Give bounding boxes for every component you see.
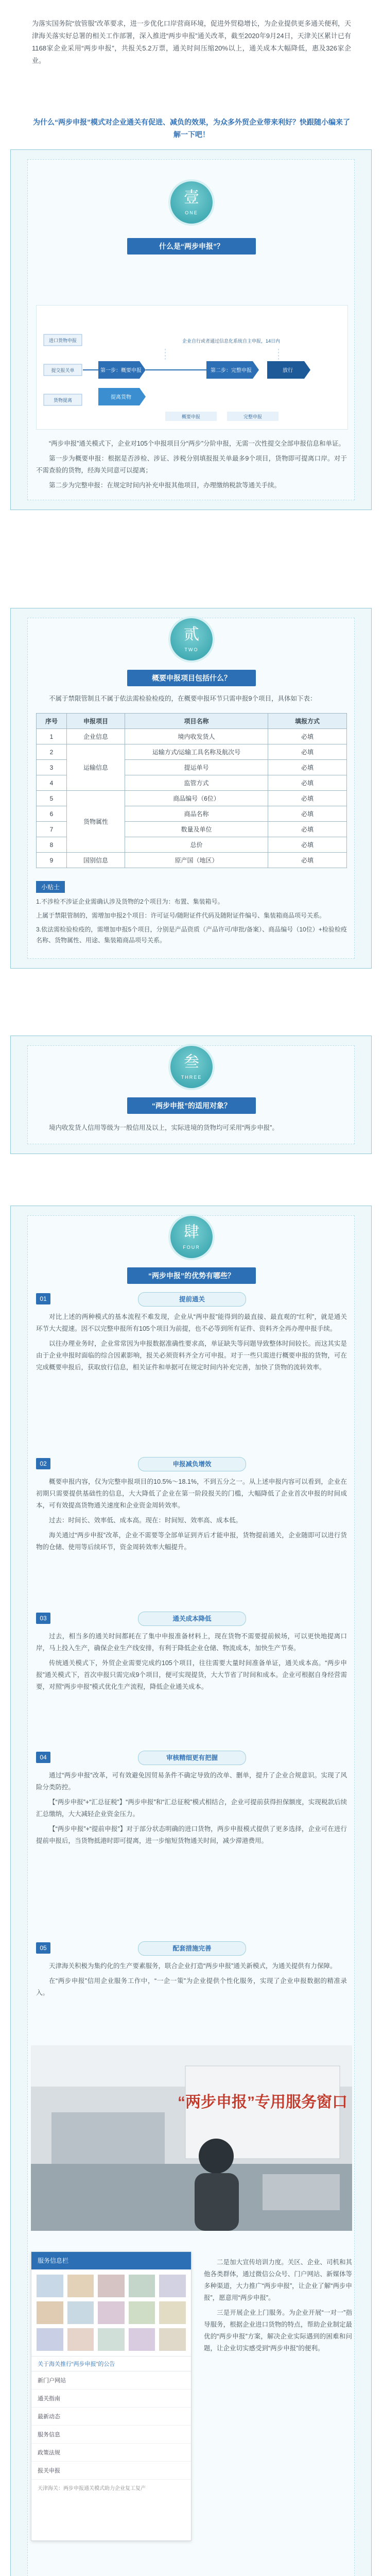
table-row: 6 商品名称 必填 <box>37 806 347 822</box>
section-one-para: 第一步为概要申报：根据是否涉检、涉证、涉税分别填报报关单最多9个项目，货物即可提离口岸。对于不需查验的货物，经海关同意可以提离； <box>36 455 347 474</box>
section-one-title: 什么是“两步申报”？ <box>127 238 256 255</box>
flow-bottom-a: 概要申报 <box>181 414 201 419</box>
section-three-badge: 叁 THREE <box>170 1046 213 1088</box>
table-row: 8 总价 必填 <box>37 837 347 853</box>
window-sign: “两步申报”专用服务窗口 <box>178 2094 347 2111</box>
table-header: 序号 <box>37 714 67 729</box>
flow-step2: 第二步：完整申报 <box>211 368 252 374</box>
sub-text: 通过“两步申报”改革，可有效避免因贸易条件不确定导致的改单、删单，提升了企业合规意识。实现了风险分类防控。 【“两步申报”+“汇总征税”】“两步申报”和“汇总征税”模式相结合，企业可提前获得担保额度，实现税款后续汇总缴纳，大大减轻企业资金压力。 【“两步申报”+“提前申报”】对于部分状态明确的进口货物，两步申报模式提供了更多选择，企业可在进行提前申报后，当货物抵港时即可提离，进一步缩短货物通关时间，减少滞港费用。 <box>36 1772 347 1844</box>
flow-step1b: 提离货物 <box>111 395 131 400</box>
sub-number: 05 <box>36 1942 50 1954</box>
table-row: 9 国别信息 原产国（地区） 必填 <box>37 853 347 868</box>
two-step-flow-diagram <box>36 305 348 430</box>
tip-item: 1.不涉检不涉证企业需确认涉及货物的2个项目为：布置、集装箱号。 <box>36 898 224 905</box>
section-three-para: 境内收发货人信用等级为一般信用及以上，实际进境的货物均可采用“两步申报”。 <box>49 1124 278 1131</box>
sub-heading: 审核精细更有把握 <box>138 1751 246 1765</box>
section-two-para: 不属于禁限管制且不属于依法需检验检疫的，在概要申报环节只需申报9个项目，具体如下表： <box>49 695 317 702</box>
section-four-title: “两步申报”的优势有哪些？ <box>127 1267 256 1284</box>
phone-article-title[interactable]: 关于海关推行“两步申报”的公告 <box>31 2356 191 2371</box>
declaration-items-table <box>36 713 347 868</box>
phone-notice: 天津海关：两步申报通关模式助力企业复工复产 <box>38 2486 146 2492</box>
table-row: 5 货物属性 商品编号（6位） 必填 <box>37 791 347 806</box>
flow-step1: 第一步：概要申报 <box>100 368 142 374</box>
table-row: 1 企业信息 境内收发货人 必填 <box>37 729 347 744</box>
flow-left-mid: 提交报关单 <box>51 368 75 373</box>
section-one-text <box>36 438 347 495</box>
table-header: 申报项目 <box>67 714 125 729</box>
table-row: 2 运输信息 运输方式/运输工具名称及航次号 必填 <box>37 744 347 760</box>
section-two-badge: 贰 TWO <box>170 618 213 660</box>
phone-menu-item[interactable]: 最新动态 <box>31 2408 191 2426</box>
section-one-para: “两步申报”通关模式下，企业对105个申报项目分“两步”分阶申报，无需一次性提交全部申报信息和单证。 <box>49 440 345 447</box>
phone-menu-item[interactable]: 新门户网站 <box>31 2371 191 2389</box>
phone-icon-grid <box>31 2269 191 2356</box>
sub-heading: 通关成本降低 <box>138 1612 246 1626</box>
phone-header: 服务信息栏 <box>31 2252 191 2269</box>
sub-number: 03 <box>36 1613 50 1624</box>
flow-note: 企业自行或者通过信息化系统自主申报，14日内 <box>182 338 281 344</box>
tip-item: 3.依法需检验检疫的，需增加申报5个项目，分别是产品资质（产品许可/审批/备案）、商品编号（10位）+检验检疫名称、货物属性、用途、集装箱商品项号关系。 <box>36 926 347 944</box>
phone-screenshot <box>31 2251 192 2541</box>
sub-text: 过去，相当多的通关时间都耗在了集中申报准备材料上，现在货物不需要提前候场，可以更快地提离口岸，马上投入生产，确保企业生产线安排，有利于降低企业仓储、物流成本，加快生产节奏。 传统通关模式下，外贸企业需要完成约105个项目，往往需要大量时间准备单证，通关成本高。“两步申报”通关模式下，首次申报只需完成9个项目，便可实现提货，大大节省了时间和成本。企业可根据自身经营需要，对照“两步申报”模式优化生产流程，降低企业通关成本。 <box>36 1633 347 1690</box>
table-row: 7 数量及单位 必填 <box>37 822 347 837</box>
section-two-tips <box>36 896 347 949</box>
tip-item: 上属于禁限管制的，需增加申报2个项目：许可证号/随附证件代码及随附证件编号、集装箱商品项号关系。 <box>36 912 326 919</box>
phone-menu-item[interactable]: 服务信息 <box>31 2426 191 2444</box>
section-four-badge: 肆 FOUR <box>170 1216 213 1258</box>
sub-heading: 配套措施完善 <box>138 1941 246 1956</box>
flow-bottom-b: 完整申报 <box>243 414 263 419</box>
section-two-text <box>36 693 347 708</box>
phone-menu-item[interactable]: 报关申报 <box>31 2462 191 2480</box>
section-one-badge: 壹 ONE <box>170 181 213 224</box>
sub-text: 对比上述的两种模式的基本流程不难发现，企业从“两申报”能得到的最直接、最直观的“红利”，就是通关环节大大提速。因不以完整申报所有105个项目为前提，也不必等到所有证件、资料齐全再办理申报手续。 以往办理业务时，企业常常因为申报数据准确性要求高，单证缺失等问题导致整体时间较长。而这其实是由于企业申报时面临的综合因素影响，报关必须资料齐全方可申报。对于一些只需进行概要申报的货物，可在完成概要申报后，获取放行信息，相关证件和单据可在规定时间内补充完善，加快了货物的流转效率。 <box>36 1313 347 1371</box>
flow-result: 放行 <box>283 368 293 374</box>
section-one-para: 第二步为完整申报：在规定时间内补充申报其他项目，办理缴纳税款等通关手续。 <box>49 482 281 489</box>
table-row: 3 提运单号 必填 <box>37 760 347 775</box>
sub-number: 01 <box>36 1293 50 1304</box>
section-two-title: 概要申报项目包括什么？ <box>127 670 256 686</box>
tips-label: 小贴士 <box>36 881 65 893</box>
phone-menu-item[interactable]: 通关指南 <box>31 2389 191 2408</box>
section-four-side-text: 二是加大宣传培训力度。关区、企业、司机和其他各类群体，通过微信公众号、门户网站、新媒体等多种渠道，大力推广“两步申报”，让企业了解“两步申报”，愿意用“两步申报”。 三是开展企业上门服务。为企业开展“一对一”指导服务，根据企业进口货物的特点，帮助企业制定最优的“两步申报”方案，解决企业实际遇到的困难和问题，让企业切实感受到“两步申报”的便利。 <box>204 2259 352 2352</box>
phone-menu-item[interactable]: 政策法规 <box>31 2444 191 2462</box>
service-window-photo <box>31 2045 352 2231</box>
sub-number: 04 <box>36 1752 50 1763</box>
sub-heading: 申报减负增效 <box>138 1457 246 1471</box>
table-row: 4 监管方式 必填 <box>37 775 347 791</box>
lead-question: 为什么“两步申报”模式对企业通关有促进、减负的效果，为众多外贸企业带来利好？快跟随小编来了解一下吧！ <box>33 118 350 139</box>
sub-text: 概要申报内容，仅为完整申报项目的10.5%～18.1%，不到五分之一。从上述申报内容可以看到，企业在初期只需要提供基础性的信息，大大降低了企业在第一阶段报关的门槛，大幅降低了企业首次申报的时间成本，可有效提高货物通关速度和企业资金周转效率。 过去：时间长、效率低、成本高。现在：时间短、效率高、成本低。 海关通过“两步申报”改革，企业不需要等全部单证到齐后才能申报，货物提前通关，企业随即可以进行货物的仓储、使用等后续环节，资金周转效率大幅提升。 <box>36 1478 347 1551</box>
section-three-text <box>36 1122 347 1137</box>
flow-left-top: 进口货物申报 <box>48 338 77 343</box>
section-three-title: “两步申报”的适用对象？ <box>127 1097 256 1114</box>
sub-heading: 提前通关 <box>138 1292 246 1307</box>
sub-number: 02 <box>36 1458 50 1469</box>
sub-text: 天津海关积极为集约化的生产要素服务，联合企业打造“两步申报”通关新模式，为通关提供有力保障。 在“两步申报”信用企业服务工作中，“一企一策”为企业提供个性化服务，实现了企业申报数据的精准录入。 <box>36 1962 347 1996</box>
phone-menu <box>31 2371 191 2480</box>
intro-paragraph: 为落实国务院“放管服”改革要求，进一步优化口岸营商环境，促进外贸稳增长，为企业提供更多通关便利，天津海关落实好总署的相关工作部署，深入推进“两步申报”通关改革，截至2020年9月24日，天津关区累计已有1168家企业采用“两步申报”，共报关5.2万票，通关时间压缩20%以上，通关成本大幅降低，惠及326家企业。 <box>32 20 351 64</box>
table-header: 填报方式 <box>268 714 347 729</box>
flow-left-bottom: 货物提离 <box>53 398 73 403</box>
table-header: 项目名称 <box>125 714 268 729</box>
